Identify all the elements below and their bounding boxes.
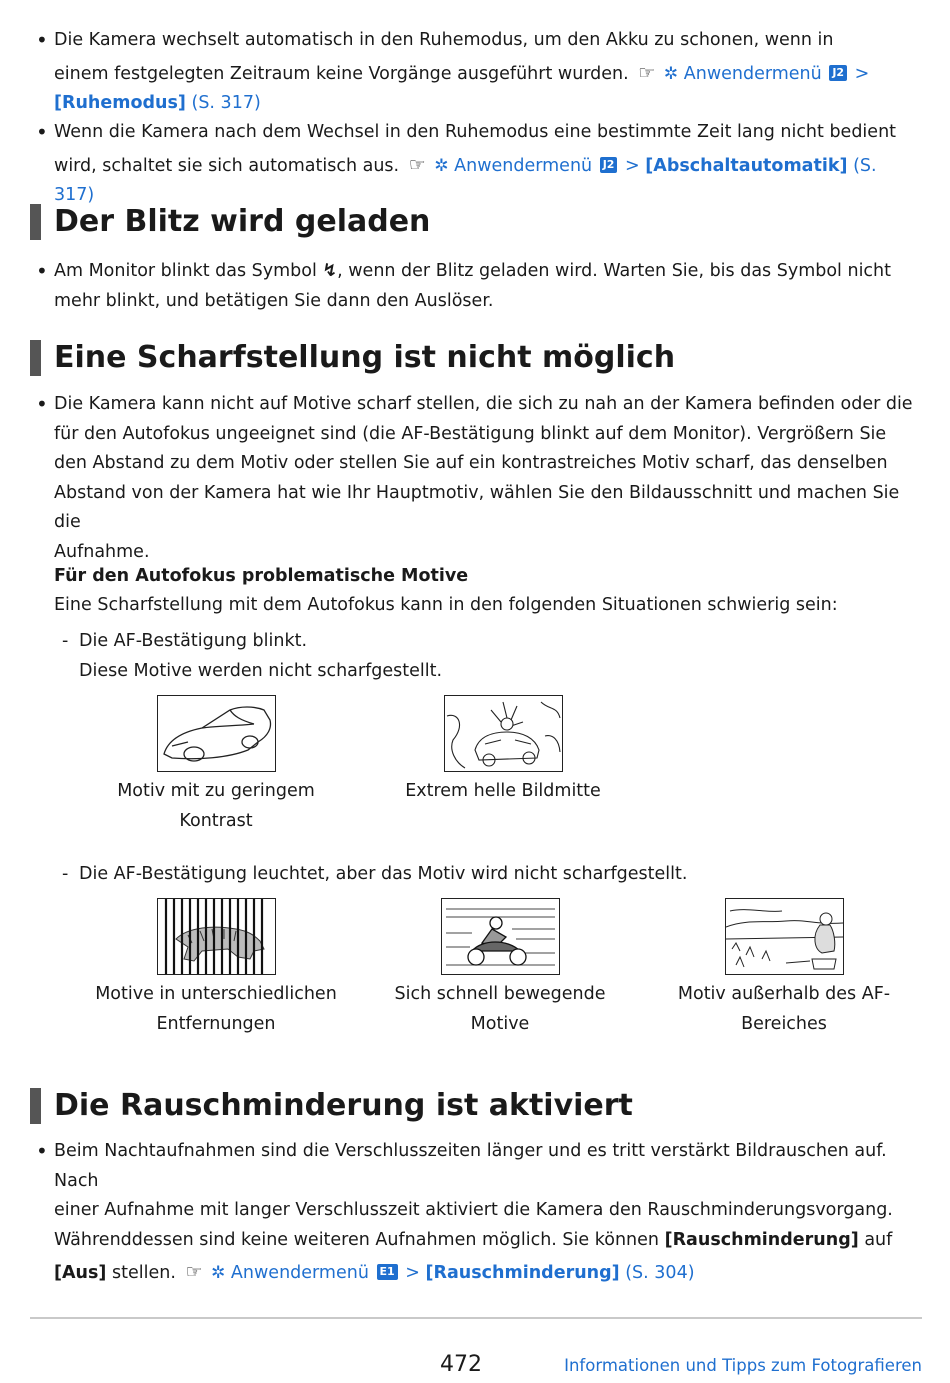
- case-text: Diese Motive werden nicht scharfgestellt.: [79, 660, 443, 681]
- page-number: 472: [440, 1352, 482, 1377]
- illustration-low-contrast: [157, 695, 276, 772]
- bullet-text: einem festgelegten Zeitraum keine Vorgänge ausgeführt wurden.: [54, 63, 629, 84]
- gear-icon: ✲: [663, 63, 679, 84]
- dash-marker: -: [62, 631, 69, 651]
- caption-line: Kontrast: [179, 810, 253, 831]
- menu-item-link[interactable]: [Rauschminderung]: [425, 1263, 620, 1283]
- reference-icon: ☞: [408, 153, 425, 176]
- bullet-flash: [30, 257, 920, 316]
- menu-item-link[interactable]: [Ruhemodus]: [54, 93, 186, 113]
- dash-marker: -: [62, 864, 69, 884]
- caption-line: Sich schnell bewegende: [394, 984, 606, 1004]
- menu-link[interactable]: Anwendermenü: [230, 1263, 369, 1283]
- bullet-sleep-mode: [30, 26, 920, 119]
- tiger-behind-bars-icon: [158, 899, 275, 974]
- caption-bright-center: [383, 777, 623, 807]
- illustration-bright-center: [444, 695, 563, 772]
- page-reference-link[interactable]: (S. 317): [54, 155, 877, 205]
- caption-low-contrast: [96, 777, 336, 836]
- caption-line: Extrem helle Bildmitte: [405, 781, 601, 801]
- bullet-text: den Abstand zu dem Motiv oder stellen Sie auf ein kontrastreiches Motiv scharf, das denselben: [54, 453, 888, 473]
- person-landscape-icon: [726, 899, 843, 974]
- bullet-text: Wenn die Kamera nach dem Wechsel in den Ruhemodus eine bestimmte Zeit lang nicht bedient: [54, 122, 897, 142]
- menu-item-link[interactable]: [Abschaltautomatik]: [645, 155, 848, 176]
- subheading-problem-subjects: Für den Autofokus problematische Motive: [54, 566, 469, 586]
- caption-fast-moving: [370, 980, 630, 1039]
- bullet-dot: •: [36, 28, 48, 52]
- car-icon: [158, 696, 275, 771]
- setting-name: [Rauschminderung]: [664, 1229, 859, 1250]
- caption-line: Entfernungen: [156, 1013, 276, 1034]
- heading-focus: Eine Scharfstellung ist nicht möglich: [30, 338, 675, 378]
- caption-line: Bereiches: [741, 1013, 827, 1034]
- intro-text: Eine Scharfstellung mit dem Autofokus kann in den folgenden Situationen schwierig sein:: [54, 595, 838, 615]
- menu-tab-badge: J2: [829, 65, 847, 81]
- bullet-text: Die Kamera wechselt automatisch in den Ruhemodus, um den Akku zu schonen, wenn in: [54, 30, 834, 50]
- illustration-outside-af-area: [725, 898, 844, 975]
- menu-link[interactable]: Anwendermenü: [683, 63, 822, 84]
- heading-flash: Der Blitz wird geladen: [30, 202, 430, 242]
- bullet-focus: [30, 390, 920, 567]
- bullet-text: Währenddessen sind keine weiteren Aufnahmen möglich. Sie können: [54, 1229, 659, 1250]
- case-af-lit: [62, 860, 687, 890]
- bullet-dot: •: [36, 392, 48, 416]
- bullet-text: mehr blinkt, und betätigen Sie dann den Auslöser.: [54, 290, 494, 311]
- reference-icon: ☞: [185, 1261, 202, 1283]
- case-af-blinks: [62, 627, 442, 686]
- bullet-text: auf: [864, 1229, 893, 1250]
- reference-icon: ☞: [638, 61, 655, 84]
- caption-line: Motive in unterschiedlichen: [95, 984, 337, 1004]
- page-reference-link[interactable]: (S. 304): [625, 1263, 695, 1283]
- illustration-fast-moving: [441, 898, 560, 975]
- case-text: Die AF-Bestätigung blinkt.: [79, 631, 308, 651]
- bullet-text: stellen.: [112, 1263, 176, 1283]
- menu-separator: >: [854, 63, 870, 84]
- motorcycle-icon: [442, 899, 559, 974]
- bullet-text: für den Autofokus ungeeignet sind (die AF-Bestätigung blinkt auf dem Monitor). Vergrößern Sie: [54, 423, 887, 444]
- caption-line: Motive: [470, 1013, 530, 1034]
- bullet-dot: •: [36, 259, 48, 283]
- menu-link[interactable]: Anwendermenü: [454, 155, 593, 176]
- bullet-noise-reduction: [30, 1137, 920, 1289]
- menu-tab-badge: E1: [377, 1264, 398, 1280]
- bullet-text: wird, schaltet sie sich automatisch aus.: [54, 155, 400, 176]
- bullet-text: Abstand von der Kamera hat wie Ihr Hauptmotiv, wählen Sie den Bildausschnitt und machen Sie die: [54, 482, 900, 532]
- gear-icon: ✲: [434, 155, 449, 176]
- bullet-text: einer Aufnahme mit langer Verschlusszeit aktiviert die Kamera den Rauschminderungsvorgang.: [54, 1200, 893, 1220]
- sun-car-icon: [445, 696, 562, 771]
- setting-value: [Aus]: [54, 1263, 107, 1283]
- gear-icon: ✲: [211, 1263, 226, 1283]
- menu-separator: >: [625, 155, 640, 176]
- bullet-auto-off: [30, 118, 920, 211]
- chapter-link[interactable]: Informationen und Tipps zum Fotografieren: [564, 1356, 922, 1375]
- heading-noise-reduction: Die Rauschminderung ist aktiviert: [30, 1086, 633, 1126]
- bullet-dot: •: [36, 1139, 48, 1163]
- illustration-different-distances: [157, 898, 276, 975]
- footer-divider: [30, 1317, 922, 1319]
- page-reference-link[interactable]: (S. 317): [191, 93, 261, 113]
- menu-separator: >: [405, 1263, 420, 1283]
- flash-icon: ↯: [322, 261, 338, 281]
- caption-line: Motiv außerhalb des AF-: [677, 984, 891, 1004]
- bullet-text: Die Kamera kann nicht auf Motive scharf stellen, die sich zu nah an der Kamera befinden oder die: [54, 394, 913, 414]
- bullet-text: Am Monitor blinkt das Symbol: [54, 261, 317, 281]
- bullet-dot: •: [36, 120, 48, 144]
- bullet-text: , wenn der Blitz geladen wird. Warten Sie, bis das Symbol nicht: [337, 261, 892, 281]
- case-text: Die AF-Bestätigung leuchtet, aber das Motiv wird nicht scharfgestellt.: [79, 864, 688, 884]
- bullet-text: Aufnahme.: [54, 541, 150, 562]
- caption-line: Motiv mit zu geringem: [117, 781, 315, 801]
- caption-different-distances: [76, 980, 356, 1039]
- menu-tab-badge: J2: [600, 157, 618, 173]
- bullet-text: Beim Nachtaufnahmen sind die Verschlusszeiten länger und es tritt verstärkt Bildrauschen auf. Nach: [54, 1141, 887, 1191]
- caption-outside-af-area: [654, 980, 914, 1039]
